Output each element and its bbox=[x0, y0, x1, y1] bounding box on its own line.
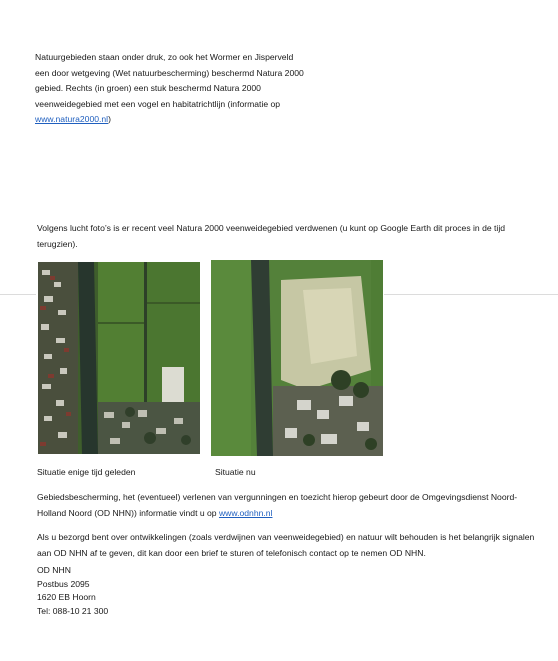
intro-paragraph bbox=[35, 50, 305, 128]
scan-artifact-line bbox=[384, 294, 558, 295]
caption-new: Situatie nu bbox=[215, 467, 256, 477]
address-street: Postbus 2095 bbox=[37, 578, 90, 589]
aerial-photo-old bbox=[38, 262, 200, 454]
protection-text: Gebiedsbescherming, het (eventueel) verlenen van vergunningen en toezicht hierop gebeurt door de Omgevingsdienst Noord-Holland Noord (OD NHN)) informatie vindt u op bbox=[37, 492, 518, 518]
aerial-paragraph: Volgens lucht foto’s is er recent veel Natura 2000 veenweidegebied verdwenen (u kunt op Google Earth dit proces in de tijd terugzien). bbox=[37, 223, 506, 249]
concern-paragraph: Als u bezorgd bent over ontwikkelingen (zoals verdwijnen van veenweidegebied) en natuur wilt behouden is het belangrijk signalen aan OD NHN af te geven, dit kan door een brief te sturen of telefonisch contact op te nemen OD NHN. bbox=[37, 532, 535, 558]
address-phone: Tel: 088-10 21 300 bbox=[37, 605, 109, 616]
aerial-photo-new bbox=[211, 260, 383, 456]
protection-paragraph bbox=[37, 490, 537, 521]
address-name: OD NHN bbox=[37, 565, 71, 575]
odnhn-link[interactable]: www.odnhn.nl bbox=[218, 507, 273, 518]
aerial-photo-old-image bbox=[38, 262, 200, 454]
intro-end: ) bbox=[108, 114, 111, 124]
scan-artifact-line bbox=[0, 294, 36, 295]
intro-text: Natuurgebieden staan onder druk, zo ook het Wormer en Jisperveld een door wetgeving (Wet natuurbescherming) beschermd Natura 2000 gebied. Rechts (in groen) een stuk beschermd Natura 2000 veenweidegebied met een vogel en habitatrichtlijn (informatie op bbox=[35, 52, 304, 109]
address-city: 1620 EB Hoorn bbox=[37, 592, 96, 602]
address-block bbox=[37, 564, 237, 618]
caption-old: Situatie enige tijd geleden bbox=[37, 467, 136, 477]
aerial-photo-new-image bbox=[211, 260, 383, 456]
natura2000-link[interactable]: www.natura2000.nl bbox=[35, 114, 109, 124]
